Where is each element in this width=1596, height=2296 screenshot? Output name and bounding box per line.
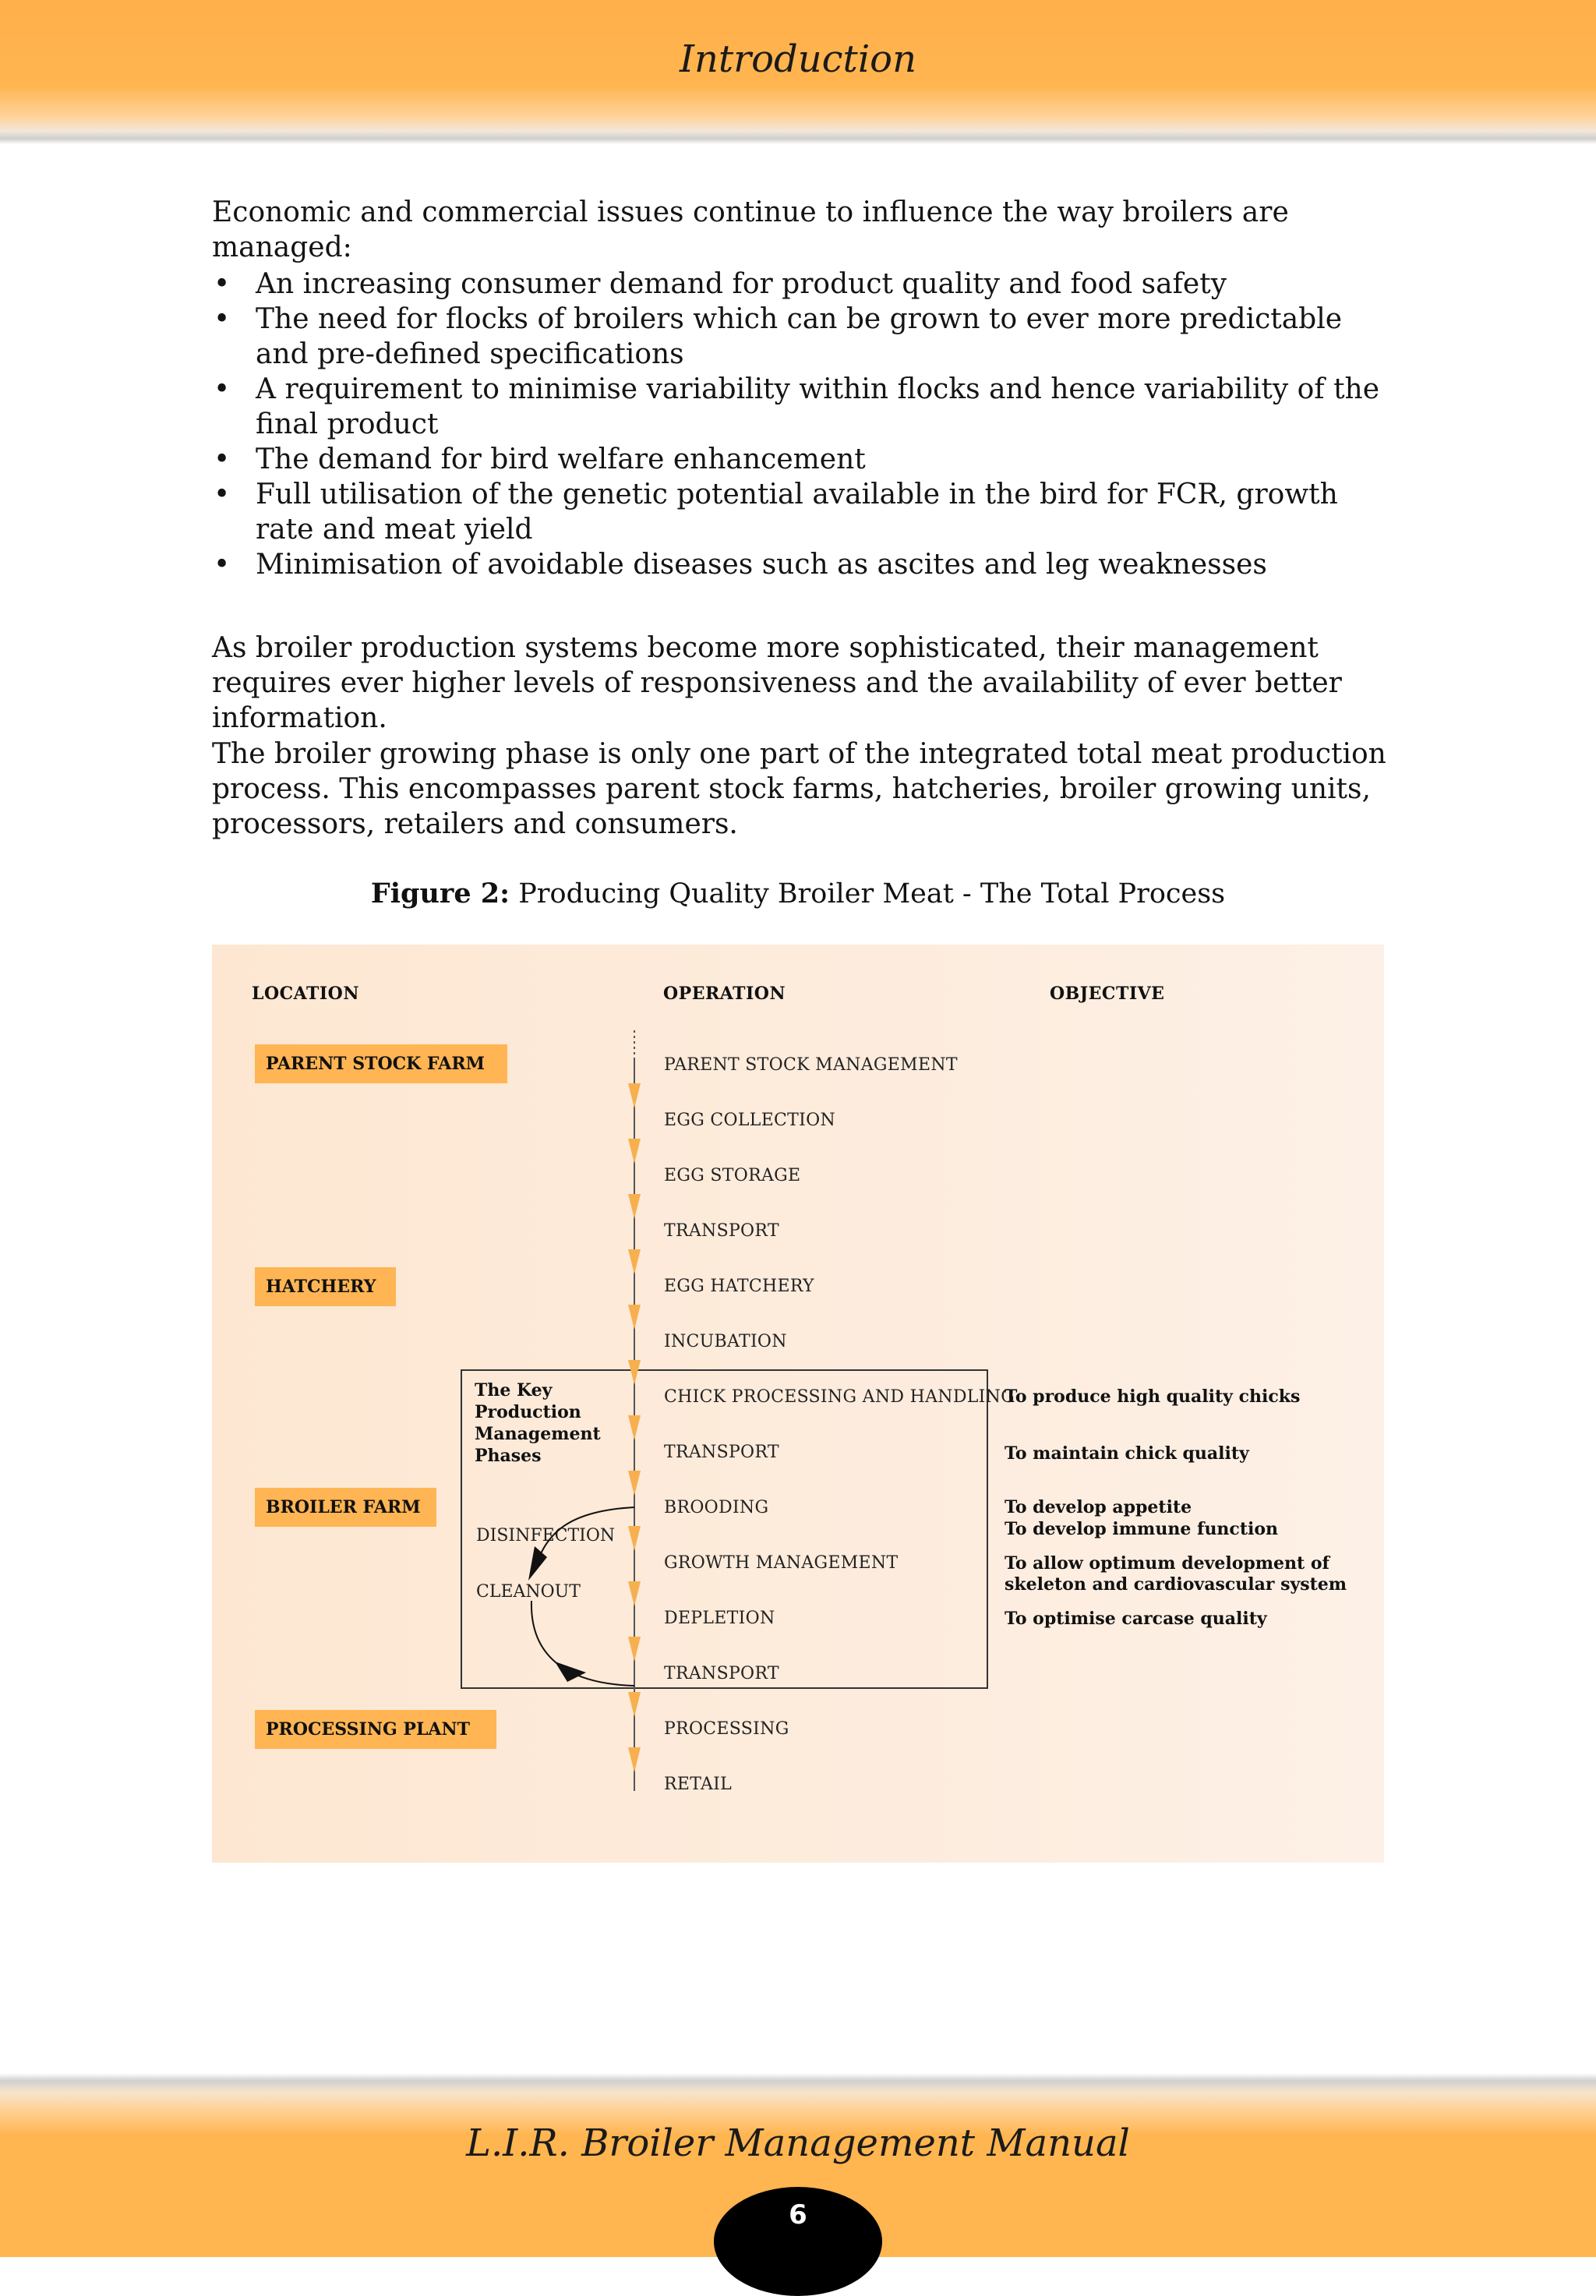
arrow-down-icon: [628, 1581, 641, 1606]
objective-label: To maintain chick quality: [1005, 1443, 1249, 1464]
header-operation: OPERATION: [663, 984, 786, 1004]
location-processing-plant: PROCESSING PLANT: [255, 1710, 496, 1749]
paragraph-systems: As broiler production systems become more sophisticated, their management requires ever higher levels of responsiveness and the availability of ever better information.: [212, 632, 1342, 734]
objective-label: skeleton and cardiovascular system: [1005, 1574, 1347, 1595]
disinfection-label: DISINFECTION: [476, 1526, 616, 1545]
footer-title: L.I.R. Broiler Management Manual: [466, 2121, 1130, 2165]
cycle-curve-to-brooding: [535, 1507, 634, 1571]
operation-label: TRANSPORT: [664, 1664, 779, 1683]
header-objective: OBJECTIVE: [1050, 984, 1165, 1004]
operation-label: EGG COLLECTION: [664, 1111, 836, 1130]
paragraph-growing-phase: The broiler growing phase is only one part of the integrated total meat production process. This encompasses parent stock farms, hatcheries, broiler growing units, processors, retailers and consumers.: [212, 738, 1386, 840]
figure-label: Figure 2:: [370, 878, 510, 910]
key-phases-line: Management: [475, 1424, 601, 1444]
operation-label: INCUBATION: [664, 1332, 787, 1351]
operation-label: BROODING: [664, 1498, 769, 1517]
arrow-down-icon: [628, 1305, 641, 1330]
arrow-down-icon: [628, 1360, 641, 1385]
operation-label: PROCESSING: [664, 1719, 789, 1739]
arrow-down-icon: [628, 1747, 641, 1772]
key-phases-line: The Key: [475, 1380, 553, 1401]
arrow-down-icon: [628, 1637, 641, 1662]
location-parent-stock-farm: PARENT STOCK FARM: [255, 1044, 507, 1083]
cycle-arrowhead-icon: [555, 1662, 586, 1682]
header-location: LOCATION: [252, 984, 359, 1004]
intro-paragraph: Economic and commercial issues continue to influence the way broilers are managed:: [212, 196, 1289, 263]
key-phases-line: Phases: [475, 1446, 542, 1466]
arrow-down-icon: [628, 1249, 641, 1274]
bullet-item: • An increasing consumer demand for product quality and food safety: [212, 267, 1396, 302]
location-broiler-farm: BROILER FARM: [255, 1488, 436, 1527]
objective-label: To optimise carcase quality: [1005, 1609, 1267, 1629]
arrow-down-icon: [628, 1526, 641, 1551]
objective-label: To develop appetite: [1005, 1497, 1192, 1517]
arrow-down-icon: [628, 1415, 641, 1440]
operation-label: CHICK PROCESSING AND HANDLING: [664, 1387, 1015, 1407]
cycle-arrowhead-icon: [528, 1546, 547, 1581]
bullet-item: • The need for flocks of broilers which can be grown to ever more predictable and pre-defined specifications: [212, 302, 1396, 372]
bullet-item: • Full utilisation of the genetic potential available in the bird for FCR, growth rate and meat yield: [212, 477, 1396, 547]
operation-label: PARENT STOCK MANAGEMENT: [664, 1055, 958, 1075]
objective-label: To produce high quality chicks: [1005, 1386, 1301, 1407]
page-number: 6: [789, 2199, 807, 2231]
arrow-down-icon: [628, 1471, 641, 1496]
bullet-item: • The demand for bird welfare enhancement: [212, 442, 1396, 477]
arrow-down-icon: [628, 1194, 641, 1219]
cleanout-label: CLEANOUT: [476, 1582, 581, 1602]
operation-label: TRANSPORT: [664, 1443, 779, 1462]
key-phases-line: Production: [475, 1402, 581, 1422]
bullet-item: • Minimisation of avoidable diseases such as ascites and leg weaknesses: [212, 547, 1396, 582]
operation-label: RETAIL: [664, 1775, 733, 1794]
bullet-item: • A requirement to minimise variability within flocks and hence variability of the final product: [212, 372, 1396, 442]
arrow-down-icon: [628, 1083, 641, 1108]
operation-label: TRANSPORT: [664, 1221, 779, 1241]
operation-label: GROWTH MANAGEMENT: [664, 1553, 899, 1573]
page-header-title: Introduction: [680, 37, 916, 81]
operation-label: EGG HATCHERY: [664, 1277, 814, 1296]
figure-title: Producing Quality Broiler Meat - The Total Process: [518, 878, 1226, 910]
operation-label: DEPLETION: [664, 1609, 775, 1628]
objective-label: To allow optimum development of: [1005, 1553, 1330, 1574]
operation-label: EGG STORAGE: [664, 1166, 801, 1185]
arrow-down-icon: [628, 1692, 641, 1717]
arrow-down-icon: [628, 1139, 641, 1164]
location-hatchery: HATCHERY: [255, 1267, 396, 1306]
objective-label: To develop immune function: [1005, 1519, 1279, 1539]
